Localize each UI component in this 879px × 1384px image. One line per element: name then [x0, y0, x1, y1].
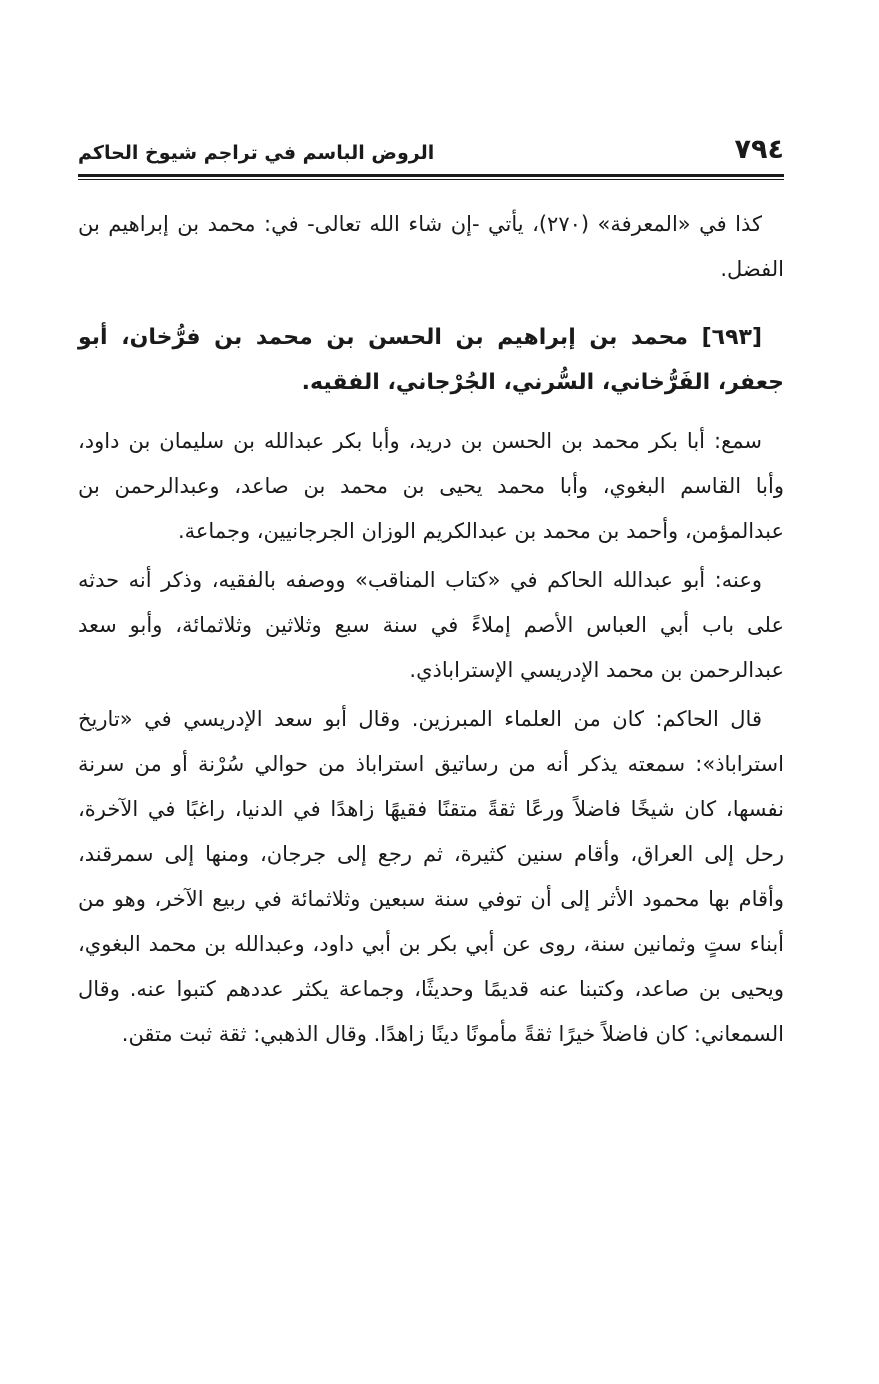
header-rule-thin — [78, 179, 784, 180]
paragraph-teachers: سمع: أبا بكر محمد بن الحسن بن دريد، وأبا بكر عبدالله بن سليمان بن داود، وأبا القاسم البغوي، وأبا محمد يحيى بن محمد بن صاعد، وعبدالرحمن بن عبدالمؤمن، وأحمد بن محمد بن عبدالكريم الوزان الجرجانيين، وجماعة. — [78, 429, 784, 543]
header-rule-thick — [78, 174, 784, 177]
running-title: الروض الباسم في تراجم شيوخ الحاكم — [78, 142, 435, 164]
paragraph-assessments: قال الحاكم: كان من العلماء المبرزين. وقال أبو سعد الإدريسي في «تاريخ استراباذ»: سمعته يذكر أنه من رساتيق استراباذ من حوالي سُرْنة أو من سرنة نفسها، كان شيخًا فاضلاً ورعًا ثقةً متقنًا فقيهًا زاهدًا في الدنيا، راغبًا في الآخرة، رحل إلى العراق، وأقام سنين كثيرة، ثم رجع إلى جرجان، ومنها إلى سمرقند، وأقام بها محمود الأثر إلى أن توفي سنة سبعين وثلاثمائة في ربيع الآخر، وهو من أبناء ستٍ وثمانين سنة، روى عن أبي بكر بن أبي داود، وعبدالله بن محمد البغوي، ويحيى بن صاعد، وكتبنا عنه قديمًا وحديثًا، وجماعة يكثر عددهم كتبوا عنه. وقال السمعاني: كان فاضلاً خيرًا ثقةً مأمونًا دينًا زاهدًا. وقال الذهبي: ثقة ثبت متقن. — [78, 707, 784, 1046]
biography-entry-heading: [٦٩٣] محمد بن إبراهيم بن الحسن بن محمد بن فرُّخان، أبو جعفر، الفَرُّخاني، السُّرني، الجُرْجاني، الفقيه. — [78, 325, 784, 395]
page-body — [78, 202, 784, 1057]
book-page — [78, 0, 784, 1384]
paragraph-students: وعنه: أبو عبدالله الحاكم في «كتاب المناقب» ووصفه بالفقيه، وذكر أنه حدثه على باب أبي العباس الأصم إملاءً في سنة سبع وثلاثين وثلاثمائة، وأبو سعد عبدالرحمن بن محمد الإدريسي الإستراباذي. — [78, 568, 784, 682]
page-header — [78, 134, 784, 174]
page-number: ٧٩٤ — [734, 134, 784, 165]
paragraph-continuation: كذا في «المعرفة» (٢٧٠)، يأتي -إن شاء الله تعالى- في: محمد بن إبراهيم بن الفضل. — [78, 212, 784, 281]
